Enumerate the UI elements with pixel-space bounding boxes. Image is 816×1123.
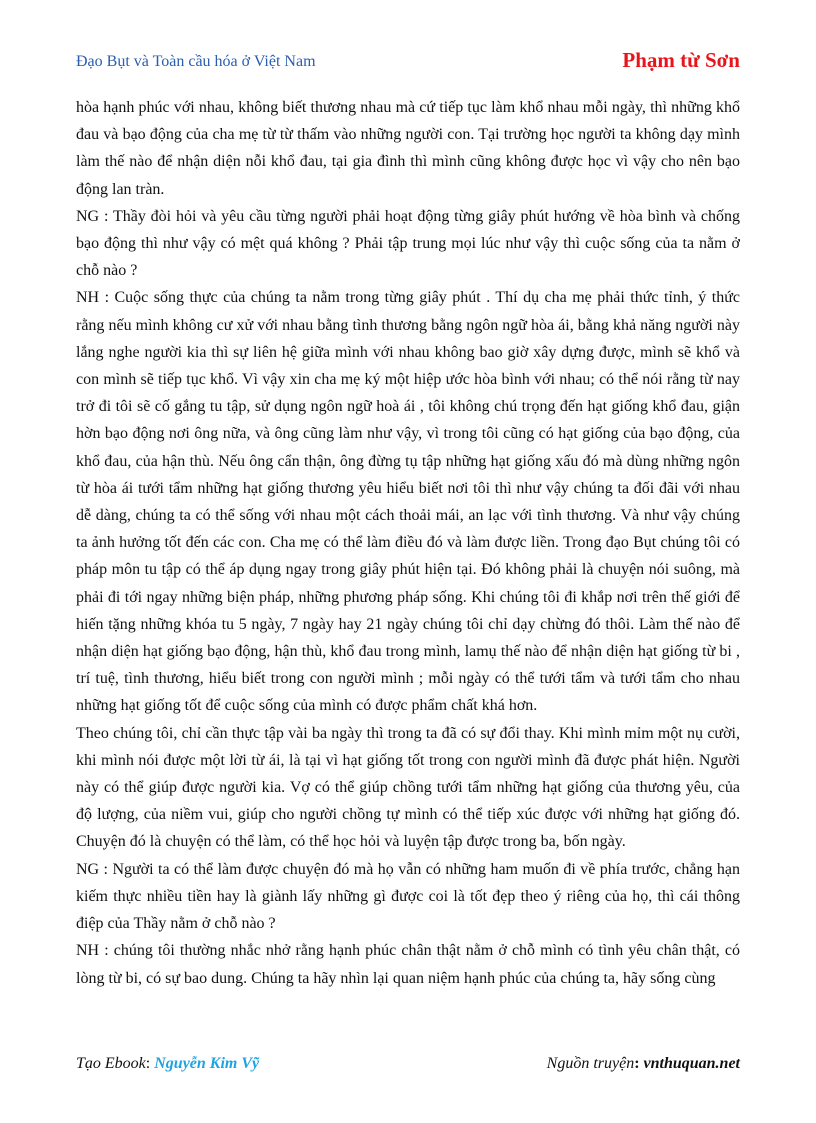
ebook-separator: : xyxy=(145,1055,155,1072)
source-credit xyxy=(547,1055,740,1073)
paragraph-4: Theo chúng tôi, chỉ cần thực tập vài ba ngày thì trong ta đã có sự đổi thay. Khi mình mỉm một nụ cười, khi mình nói được một lời từ ái, là tại vì hạt giống tốt trong con người mình đã được phát hiện. Người này có thể giúp được người kia. Vợ có thể giúp chồng tưới tẩm những hạt giống của thương yêu, của độ lượng, của niềm vui, giúp cho người chồng tự mình có thể tiếp xúc được với những hạt giống đó. Chuyện đó là chuyện có thể làm, có thể học hỏi và luyện tập được trong ba, bốn ngày. xyxy=(76,724,740,851)
paragraph-3: NH : Cuộc sống thực của chúng ta nằm trong từng giây phút . Thí dụ cha mẹ phải thức tỉnh, ý thức rằng nếu mình không cư xử với nhau bằng tình thương bằng ngôn ngữ hòa ái, bằng khả năng người này lắng nghe người kia thì sự liên hệ giữa mình với nhau không bao giờ xây dựng được, mình sẽ khổ và con mình sẽ tiếp tục khổ. Vì vậy xin cha mẹ ký một hiệp ước hòa bình với nhau; có thể nói rằng từ nay trở đi tôi sẽ cố gắng tu tập, sử dụng ngôn ngữ hoà ái , tôi không chú trọng đến hạt giống khổ đau, giận hờn bạo động nơi ông nữa, và ông cũng làm như vậy, vì trong tôi cũng có hạt giống của bạo động, của khổ đau, của hận thù. Nếu ông cẩn thận, ông đừng tụ tập những hạt giống xấu đó mà dùng những ngôn từ hòa ái tưới tẩm những hạt giống thương yêu hiểu biết nơi tôi thì như vậy chúng ta đối đãi với nhau dễ dàng, chúng ta có thể sống với nhau một cách thoải mái, an lạc với tình thương. Và như vậy chúng ta ảnh hưởng tốt đến các con. Cha mẹ có thể làm điều đó và làm được liền. Trong đạo Bụt chúng tôi có pháp môn tu tập có thể áp dụng ngay trong giây phút hiện tại. Đó không phải là chuyện nói suông, mà phải đi tới ngay những biện pháp, những phương pháp sống. Khi chúng tôi đi khắp nơi trên thế giới để hiến tặng những khóa tu 5 ngày, 7 ngày hay 21 ngày chúng tôi chỉ dạy chừng đó thôi. Làm thế nào để nhận diện hạt giống bạo động, hận thù, khổ đau trong mình, lamụ thế nào để nhận diện hạt giống từ bi , trí tuệ, tình thương, hiểu biết trong con người mình ; mỗi ngày có thể tưới tẩm và tưới tẩm cho nhau những hạt giống tốt để cuộc sống của mình có được phẩm chất khá hơn. xyxy=(76,289,740,715)
paragraph-5: NG : Người ta có thể làm được chuyện đó mà họ vẫn có những ham muốn đi về phía trước, chẳng hạn kiếm thực nhiều tiền hay là giành lấy những gì được coi là tốt đẹp theo ý riêng của họ, thì cái thông điệp của Thầy nằm ở chỗ nào ? xyxy=(76,860,740,933)
book-title: Đạo Bụt và Toàn cầu hóa ở Việt Nam xyxy=(76,53,316,70)
source-separator: : xyxy=(634,1055,644,1072)
ebook-creator-name: Nguyễn Kim Vỹ xyxy=(154,1055,260,1072)
ebook-label: Tạo Ebook xyxy=(76,1055,146,1072)
paragraph-1: hòa hạnh phúc với nhau, không biết thương nhau mà cứ tiếp tục làm khổ nhau mỗi ngày, thì những khổ đau và bạo động của cha mẹ từ từ thấm vào những người con. Tại trường học người ta không dạy mình làm thế nào để nhận diện nỗi khổ đau, tại gia đình thì mình cũng không được học vì vậy cho nên bạo động lan tràn. xyxy=(76,99,740,198)
source-label: Nguồn truyện xyxy=(546,1055,635,1072)
page-header xyxy=(76,48,740,76)
page-footer xyxy=(76,1055,740,1079)
author-name: Phạm từ Sơn xyxy=(622,48,740,72)
paragraph-2: NG : Thầy đòi hỏi và yêu cầu từng người phải hoạt động từng giây phút hướng về hòa bình và chống bạo động thì như vậy có mệt quá không ? Phải tập trung mọi lúc như vậy thì cuộc sống của ta nằm ở chỗ nào ? xyxy=(76,207,740,280)
source-site-name: vnthuquan.net xyxy=(643,1055,740,1072)
page-body xyxy=(76,94,740,992)
ebook-credit xyxy=(76,1055,259,1073)
paragraph-6: NH : chúng tôi thường nhắc nhở rằng hạnh phúc chân thật nằm ở chỗ mình có tình yêu chân thật, có lòng từ bi, có sự bao dung. Chúng ta hãy nhìn lại quan niệm hạnh phúc của chúng ta, hãy sống cùng xyxy=(76,942,740,987)
